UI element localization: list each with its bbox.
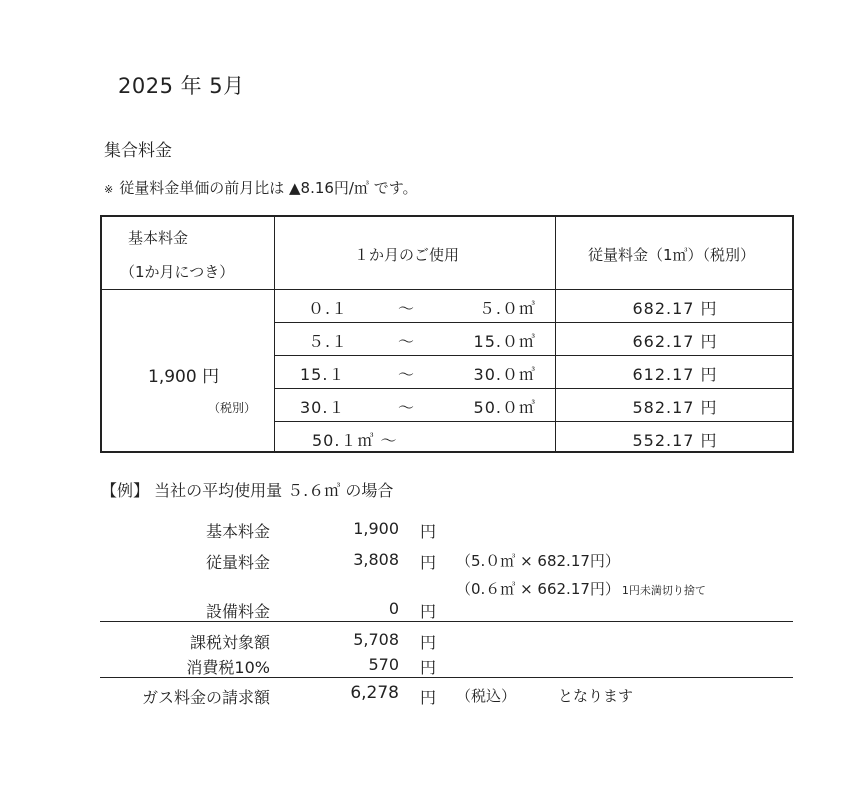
band-from: ０.１: [308, 299, 349, 318]
usage-calc-line-2: [456, 578, 706, 599]
unit-price-cell: [556, 322, 794, 355]
header-unit-price: 従量料金（1㎥）（税別）: [588, 246, 756, 264]
equipment-fee-value: 0: [388, 599, 399, 618]
usage-band-row: [276, 421, 556, 454]
band-from: 15.１: [300, 365, 346, 384]
band-to: 30.０㎥: [473, 365, 536, 384]
total-label: ガス料金の請求額: [141, 688, 270, 707]
total-value: 6,278: [350, 683, 399, 703]
usage-band-row: [276, 355, 556, 388]
band-from: ５.１: [308, 332, 349, 351]
usage-band-row: [276, 388, 556, 421]
rounding-note: 1円未満切り捨て: [621, 584, 706, 597]
band-tilde: ～: [398, 332, 415, 351]
consumption-tax-value: 570: [368, 655, 399, 674]
yen-unit: 円: [420, 688, 437, 707]
header-basic-fee: 基本料金: [128, 229, 189, 247]
unit-price-cell: [556, 289, 794, 322]
band-from: 50.１㎥ ～: [312, 431, 398, 450]
base-fee-value: 1,900 円: [148, 367, 220, 387]
unit-price: 662.17 円: [632, 332, 718, 351]
rate-table: [100, 215, 794, 453]
band-to: 50.０㎥: [473, 398, 536, 417]
base-fee-tax-note: （税別）: [208, 401, 257, 415]
note-text: 従量料金単価の前月比は ▲8.16円/㎥ です。: [119, 179, 418, 197]
header-monthly-usage: １か月のご使用: [354, 246, 460, 264]
band-from: 30.１: [300, 398, 346, 417]
header-basic-fee-unit: （1か月につき）: [120, 263, 235, 281]
yen-unit: 円: [420, 658, 437, 677]
note-mark: ※: [104, 183, 114, 196]
band-tilde: ～: [398, 398, 415, 417]
basic-fee-value: 1,900: [353, 519, 399, 538]
subtotal-rule: [100, 621, 793, 622]
usage-calc-line-2-text: （0.６㎥ × 662.17円）: [456, 580, 620, 598]
total-rule: [100, 677, 793, 678]
tax-included-note: （税込）: [456, 687, 517, 705]
band-to: 15.０㎥: [473, 332, 536, 351]
usage-fee-label: 従量料金: [205, 553, 270, 572]
yen-unit: 円: [420, 633, 437, 652]
equipment-fee-label: 設備料金: [205, 602, 270, 621]
unit-price: 552.17 円: [632, 431, 718, 450]
usage-fee-value: 3,808: [353, 550, 399, 569]
unit-price: 682.17 円: [632, 299, 718, 318]
usage-band-row: [276, 322, 556, 355]
example-title: 【例】 当社の平均使用量 ５.６㎥ の場合: [101, 481, 394, 500]
yen-unit: 円: [420, 553, 437, 572]
billing-month: 2025 年 5月: [118, 74, 245, 98]
usage-calc-line-1: （5.０㎥ × 682.17円）: [456, 552, 620, 570]
basic-fee-label: 基本料金: [205, 522, 270, 541]
band-to: ５.０㎥: [478, 299, 536, 318]
section-title: 集合料金: [104, 141, 172, 161]
unit-price: 612.17 円: [632, 365, 718, 384]
unit-price-cell: [556, 355, 794, 388]
usage-band-row: [276, 289, 556, 322]
total-suffix: となります: [558, 687, 634, 705]
band-tilde: ～: [398, 365, 415, 384]
band-tilde: ～: [398, 299, 415, 318]
price-change-note: [104, 177, 418, 198]
yen-unit: 円: [420, 522, 437, 541]
table-divider: [274, 217, 275, 451]
unit-price: 582.17 円: [632, 398, 718, 417]
unit-price-cell: [556, 421, 794, 454]
taxable-amount-label: 課税対象額: [189, 633, 270, 652]
taxable-amount-value: 5,708: [353, 630, 399, 649]
unit-price-cell: [556, 388, 794, 421]
yen-unit: 円: [420, 602, 437, 621]
consumption-tax-label: 消費税10%: [186, 658, 270, 677]
